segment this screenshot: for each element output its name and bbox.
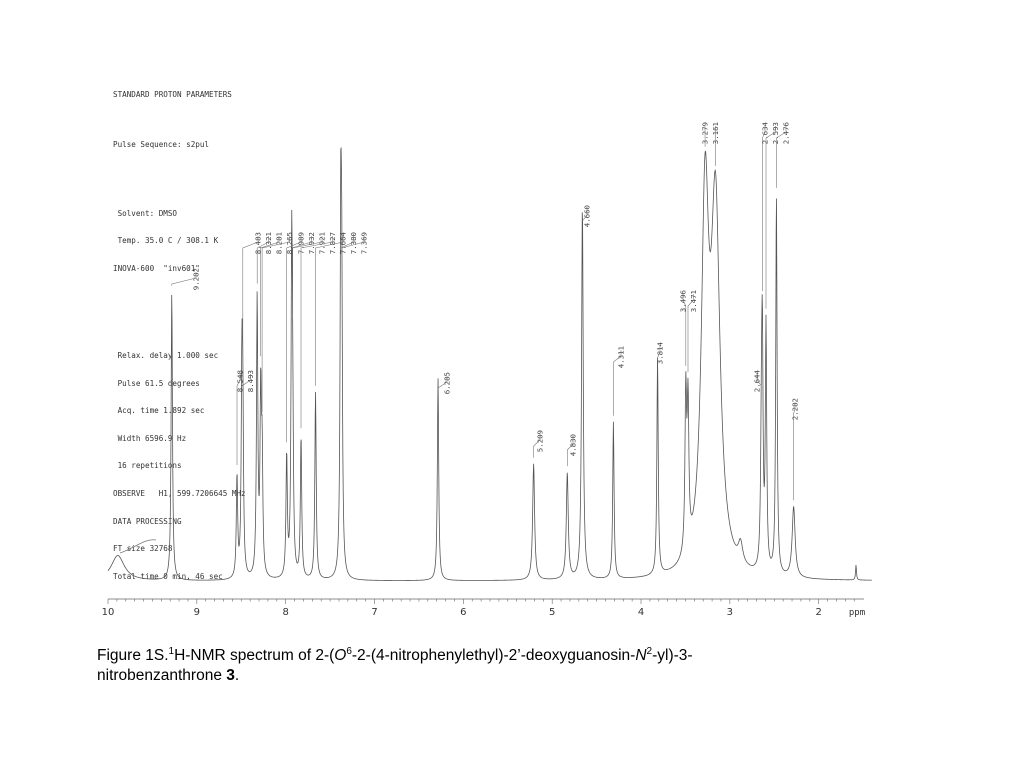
peak-leader-line — [287, 236, 301, 442]
axis-tick-label: 8 — [282, 607, 289, 618]
param-line: Width 6596.9 Hz — [113, 433, 187, 443]
param-line: Relax. delay 1.000 sec — [113, 350, 219, 360]
param-line: 16 repetitions — [113, 461, 182, 471]
axis-tick-label: 7 — [371, 607, 378, 618]
caption-text: -2-(4-nitrophenylethyl)-2’-deoxyguanosin- — [351, 647, 636, 664]
peak-label: 3.814 — [655, 342, 665, 365]
peak-leader-line — [316, 236, 344, 386]
caption-superscript: 1 — [168, 645, 175, 657]
spectrum-trace — [108, 147, 872, 580]
param-line: Solvent: DMSO — [113, 208, 178, 218]
axis-tick-label: 2 — [815, 607, 822, 618]
peak-label: 5.209 — [535, 430, 545, 453]
axis-tick-label: 5 — [548, 607, 556, 618]
caption-superscript: 6 — [346, 645, 352, 657]
peak-label: 2.644 — [752, 370, 762, 393]
param-line: STANDARD PROTON PARAMETERS — [113, 90, 232, 100]
axis-unit-label: ppm — [848, 608, 866, 618]
peak-label: 7.921 — [317, 232, 327, 255]
peak-leader-line — [766, 126, 776, 309]
peak-label: 8.281 — [274, 232, 284, 255]
peak-label: 9.282 — [191, 268, 201, 291]
param-line: Temp. 35.0 C / 308.1 K — [113, 236, 219, 246]
param-line: FT size 32768 — [113, 544, 173, 554]
peak-label: 3.161 — [711, 122, 720, 145]
axis-tick-label: 6 — [460, 607, 467, 618]
peak-label: 2.476 — [781, 122, 791, 145]
figure-caption — [97, 646, 777, 686]
param-line: INOVA-600 "inv601" — [113, 264, 200, 274]
peak-label: 3.471 — [689, 290, 698, 313]
peak-label: 4.660 — [582, 205, 592, 228]
peak-label: 7.664 — [338, 232, 348, 255]
peak-label: 8.265 — [285, 232, 294, 255]
param-line: Pulse 61.5 degrees — [113, 378, 200, 388]
peak-label: 2.282 — [790, 398, 800, 421]
integral-curve — [120, 540, 156, 553]
peak-label: 7.989 — [296, 232, 306, 255]
peak-label-group — [172, 121, 800, 500]
caption-text: H-NMR spectrum of 2-( — [174, 647, 335, 664]
peak-leader-line — [301, 236, 333, 428]
compound-number: 3 — [226, 667, 235, 684]
axis-tick-label: 3 — [726, 607, 734, 618]
param-line: Acq. time 1.892 sec — [113, 406, 205, 416]
param-line: OBSERVE H1, 599.7206645 MHz — [113, 488, 246, 498]
peak-label: 7.380 — [349, 232, 358, 255]
peak-label: 8.483 — [253, 232, 263, 255]
axis-tick-label: 4 — [637, 607, 645, 618]
peak-label: 7.932 — [307, 232, 316, 255]
param-line: Pulse Sequence: s2pul — [113, 140, 210, 150]
ppm-axis — [102, 599, 866, 618]
peak-leader-line — [762, 126, 765, 291]
caption-italic: O — [334, 647, 347, 664]
caption-text: Figure 1S. — [97, 647, 169, 664]
peak-label: 4.311 — [616, 346, 626, 369]
spectrum-trace-group — [108, 147, 872, 580]
peak-label: 8.493 — [246, 370, 255, 393]
caption-italic: N — [635, 647, 647, 664]
peak-leader-line — [262, 236, 289, 413]
peak-label: 3.279 — [700, 122, 710, 145]
peak-label: 8.321 — [264, 232, 273, 255]
peak-label: 8.548 — [235, 370, 245, 393]
caption-text: . — [234, 667, 240, 684]
axis-tick-label: 9 — [193, 607, 201, 618]
param-line: DATA PROCESSING — [113, 516, 182, 526]
peak-label: 2.593 — [771, 122, 780, 145]
peak-label: 6.285 — [442, 372, 452, 395]
axis-tick-label: 10 — [101, 607, 115, 618]
caption-text: -yl)-3-nitrobenzanthrone — [97, 647, 693, 684]
caption-superscript: 2 — [646, 645, 653, 657]
param-line: Total time 0 min, 46 sec — [113, 571, 223, 581]
peak-label: 7.827 — [328, 232, 337, 255]
peak-label: 3.496 — [678, 290, 688, 313]
peak-label: 2.634 — [760, 122, 770, 145]
peak-label: 7.369 — [359, 232, 369, 255]
peak-label: 4.830 — [568, 434, 578, 457]
